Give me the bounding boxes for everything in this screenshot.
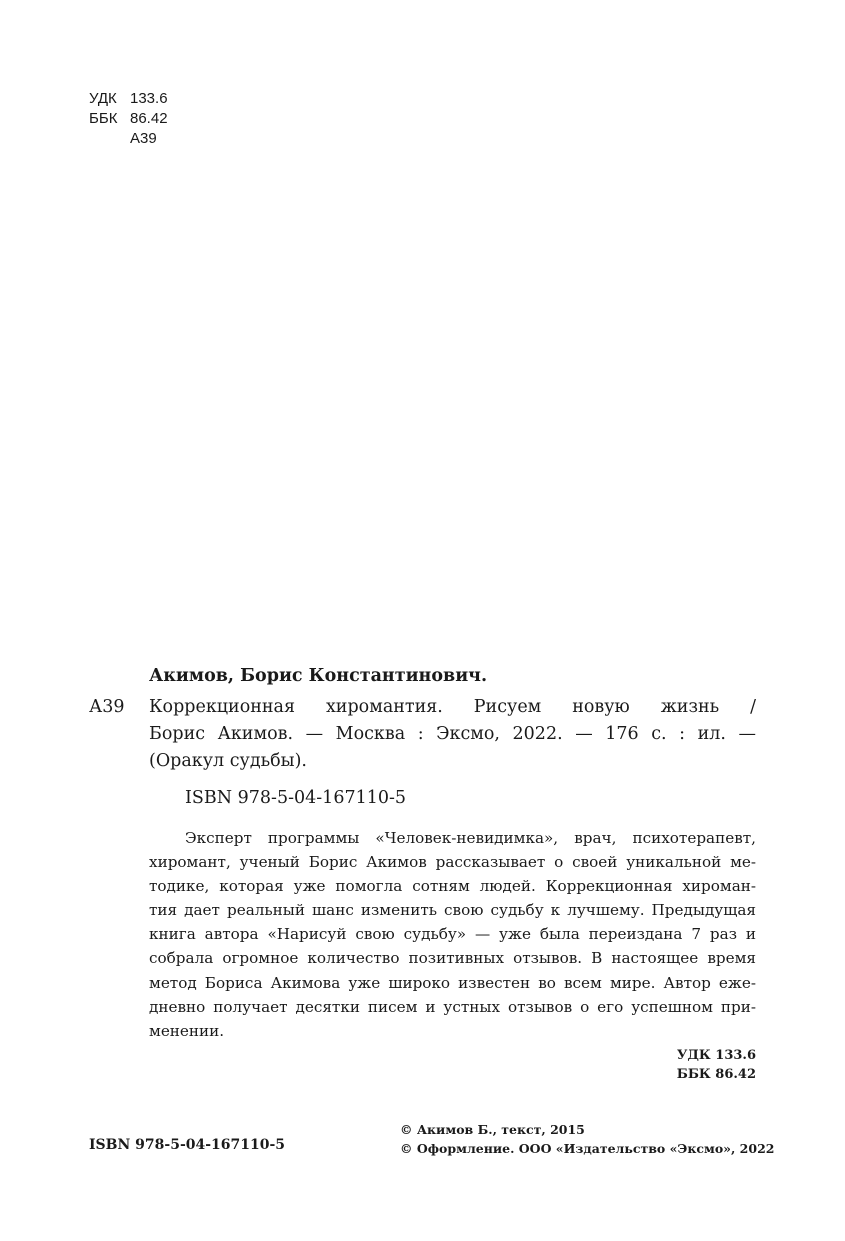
footer-isbn: ISBN 978-5-04-167110-5 — [89, 1137, 286, 1153]
author-name: Акимов, Борис Константинович. — [149, 666, 488, 686]
author-sign: А39 — [89, 697, 125, 717]
annotation-line-3: тодике, которая уже помогла сотням людей. Коррекционная хироман- — [149, 877, 756, 896]
annotation-paragraph — [149, 826, 756, 1043]
classification-codes — [89, 89, 168, 149]
bbk-label: ББК — [89, 110, 118, 127]
bib-line-1: Коррекционная хиромантия. Рисуем новую жизнь / — [149, 697, 756, 717]
bbk-value: 86.42 — [130, 110, 168, 127]
annotation-line-1: Эксперт программы «Человек-невидимка», врач, психотерапевт, — [185, 829, 756, 847]
bib-line-2: Борис Акимов. — Москва : Эксмо, 2022. — 176 с. : ил. — — [149, 724, 756, 744]
copyright-text: © Акимов Б., текст, 2015 — [400, 1122, 585, 1137]
copyright-block — [400, 1120, 774, 1158]
annotation-line-9: менении. — [149, 1021, 225, 1040]
bbk-row — [89, 109, 168, 129]
udk-code-right: УДК 133.6 — [676, 1048, 756, 1063]
bbk-code-right: ББК 86.42 — [676, 1067, 756, 1082]
udk-row — [89, 89, 168, 109]
annotation-line-8: дневно получает десятки писем и устных отзывов о его успешном при- — [149, 997, 756, 1016]
annotation-line-6: собрала огромное количество позитивных отзывов. В настоящее время — [149, 949, 756, 968]
annotation-line-7: метод Бориса Акимова уже широко известен во всем мире. Автор еже- — [149, 973, 756, 992]
annotation-line-5: книга автора «Нарисуй свою судьбу» — уже была переиздана 7 раз и — [149, 925, 756, 944]
author-sign-top: А39 — [130, 130, 157, 147]
bibliographic-description — [149, 694, 756, 775]
bib-line-3: (Оракул судьбы). — [149, 751, 307, 771]
udk-value: 133.6 — [130, 90, 168, 107]
isbn-line: ISBN 978-5-04-167110-5 — [185, 788, 407, 808]
annotation-line-2: хиромант, ученый Борис Акимов рассказывает о своей уникальной ме- — [149, 853, 756, 872]
udk-label: УДК — [89, 90, 117, 107]
annotation-line-4: тия дает реальный шанс изменить свою судьбу к лучшему. Предыдущая — [149, 901, 756, 920]
copyright-design: © Оформление. ООО «Издательство «Эксмо», 2022 — [400, 1141, 775, 1156]
classification-codes-right — [677, 1046, 756, 1084]
